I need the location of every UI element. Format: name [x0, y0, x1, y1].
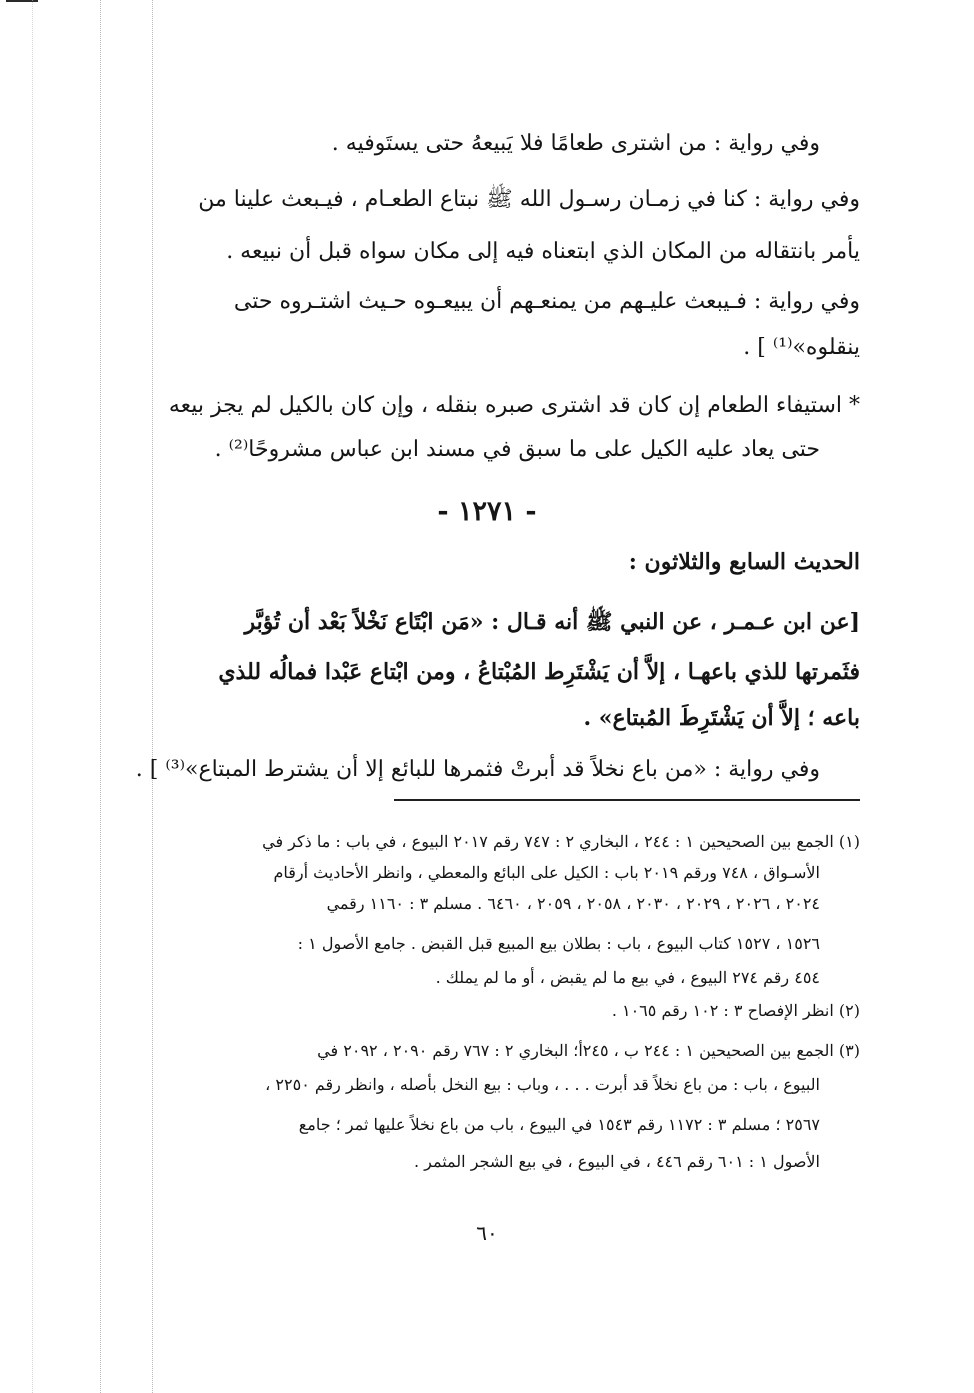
hadith-heading: الحديث السابع والثلاثون :	[628, 549, 860, 575]
hadith-line: [عن ابن عـمـر ، عن النبي ﷺ أنه قـال : «مَن ابْتَاع نَخْلاً بَعْد أن تُؤبَّر	[244, 609, 860, 635]
body-line: وفي رواية : فـيبعث عليـهم من يمنعـهم أن يبيعـوه حـيث اشتـروه حتى	[233, 289, 860, 314]
footnote-separator	[394, 799, 860, 801]
hadith-line: فثَمرتها للذي باعهـا ، إلاَّ أن يَشْتَرِط المُبْتاعُ ، ومن ابْتاع عَبْدا فمالُه للذي	[218, 659, 860, 685]
hadith-line: باعه ؛ إلاَّ أن يَشْتَرِطَ المُبتاع» .	[583, 705, 860, 731]
scan-dotted-line	[152, 0, 153, 1393]
body-line: وفي رواية : من اشترى طعامًا فلا يَبيعهُ حتى يستَوفيه .	[331, 131, 820, 156]
scan-dotted-line	[32, 0, 33, 1393]
body-line: يأمر بانتقاله من المكان الذي ابتعناه فيه إلى مكان سواه قبل أن نبيعه .	[226, 239, 860, 264]
footnote-line: (٣) الجمع بين الصحيحين ١ : ٢٤٤ ب ، ٢٤٥أ؛ البخاري ٢ : ٧٦٧ رقم ٢٠٩٠ ، ٢٠٩٢ في	[317, 1041, 860, 1060]
footnote-line: ٤٥٤ رقم ٢٧٤ البيوع ، في بيع ما لم يقبض ، أو ما لم يملك .	[435, 968, 820, 987]
scan-dotted-line	[100, 0, 101, 1393]
body-line: * استيفاء الطعام إن كان قد اشترى صبره بنقله ، وإن كان بالكيل لم يجز بيعه	[168, 393, 860, 418]
hadith-number: - ١٢٧١ -	[437, 496, 537, 527]
footnote-line: الأصول ١ : ٦٠١ رقم ٤٤٦ ، في البيوع ، في بيع الشجر المثمر .	[413, 1152, 820, 1171]
footnote-line: ٢٥٦٧ ؛ مسلم ٣ : ١١٧٢ رقم ١٥٤٣ في البيوع ، باب من باع نخلاً عليها ثمر ؛ جامع	[298, 1115, 820, 1134]
footnote-line: ١٥٢٦ ، ١٥٢٧ كتاب البيوع ، باب : بطلان بيع المبيع قبل القبض . جامع الأصول ١ :	[297, 934, 820, 953]
hadith-line: وفي رواية : «من باع نخلاً قد أبرتْ فثمرها للبائع إلا أن يشترط المبتاع»⁽³⁾ ] .	[135, 757, 820, 782]
footnote-line: (٢) انظر الإفصاح ٣ : ١٠٢ رقم ١٠٦٥ .	[611, 1001, 860, 1020]
body-line: ينقلوه»⁽¹⁾ ] .	[743, 335, 860, 360]
footnote-line: البيوع ، باب : من باع نخلاً قد أبرت . . . ، وباب : بيع النخل بأصله ، وانظر رقم ٢٢٥٠ ،	[265, 1075, 820, 1094]
footnote-line: الأسـواق ، ٧٤٨ ورقم ٢٠١٩ باب : الكيل على البائع والمعطي ، وانظر الأحاديث أرقام	[273, 863, 820, 882]
scan-edge-mark	[6, 0, 38, 2]
body-line: حتى يعاد عليه الكيل على ما سبق في مسند ابن عباس مشروحًا⁽²⁾ .	[214, 437, 820, 462]
body-line: وفي رواية : كنا في زمـان رسـول الله ﷺ نبتاع الطعـام ، فيـبعث علينا من	[198, 187, 860, 212]
page-number: ٦٠	[476, 1221, 498, 1245]
footnote-line: (١) الجمع بين الصحيحين ١ : ٢٤٤ ، البخاري ٢ : ٧٤٧ رقم ٢٠١٧ البيوع ، في باب : ما ذكر في	[262, 832, 860, 851]
footnote-line: ٢٠٢٤ ، ٢٠٢٦ ، ٢٠٢٩ ، ٢٠٣٠ ، ٢٠٥٨ ، ٢٠٥٩ ، ٦٤٦٠ . مسلم ٣ : ١١٦٠ رقمي	[326, 894, 820, 913]
